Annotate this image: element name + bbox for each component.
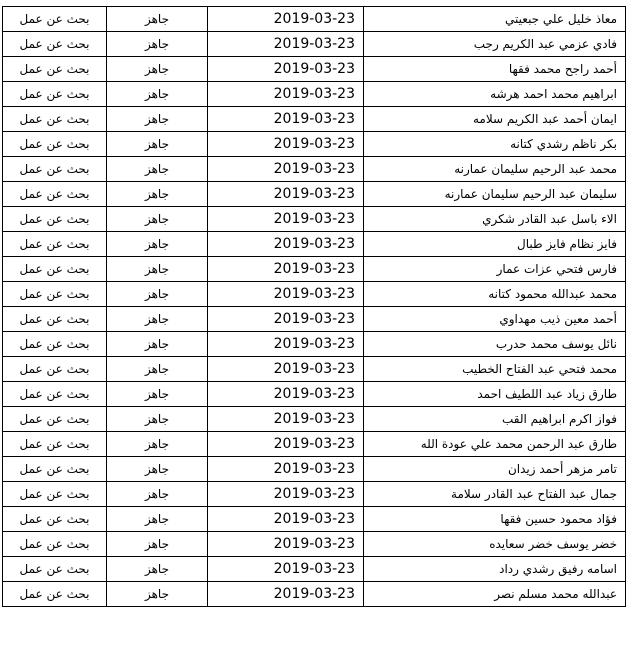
name-cell-text: فايز نظام فايز طبال bbox=[517, 237, 617, 251]
status-cell-text: بحث عن عمل bbox=[19, 512, 90, 526]
status-cell-text: بحث عن عمل bbox=[19, 362, 90, 376]
status-cell bbox=[3, 382, 107, 407]
date-cell-text: 2019-03-23 bbox=[273, 286, 355, 302]
status-cell bbox=[3, 357, 107, 382]
name-cell bbox=[364, 357, 626, 382]
table-row bbox=[3, 7, 626, 32]
date-cell-text: 2019-03-23 bbox=[273, 486, 355, 502]
name-cell-text: فؤاد محمود حسين فقها bbox=[500, 512, 617, 526]
table-row bbox=[3, 32, 626, 57]
state-cell bbox=[107, 132, 208, 157]
name-cell bbox=[364, 182, 626, 207]
status-cell bbox=[3, 457, 107, 482]
table-row bbox=[3, 57, 626, 82]
date-cell bbox=[208, 507, 364, 532]
status-cell-text: بحث عن عمل bbox=[19, 162, 90, 176]
status-cell bbox=[3, 132, 107, 157]
status-cell-text: بحث عن عمل bbox=[19, 337, 90, 351]
name-cell bbox=[364, 307, 626, 332]
state-cell bbox=[107, 582, 208, 607]
name-cell-text: طارق زياد عبد اللطيف احمد bbox=[477, 387, 617, 401]
date-cell-text: 2019-03-23 bbox=[273, 511, 355, 527]
date-cell bbox=[208, 432, 364, 457]
date-cell-text: 2019-03-23 bbox=[273, 311, 355, 327]
status-cell-text: بحث عن عمل bbox=[19, 187, 90, 201]
status-cell bbox=[3, 232, 107, 257]
table-row bbox=[3, 307, 626, 332]
records-table-body bbox=[3, 7, 626, 607]
status-cell-text: بحث عن عمل bbox=[19, 237, 90, 251]
date-cell-text: 2019-03-23 bbox=[273, 111, 355, 127]
table-row bbox=[3, 232, 626, 257]
date-cell bbox=[208, 232, 364, 257]
state-cell-text: جاهز bbox=[144, 562, 170, 576]
state-cell bbox=[107, 357, 208, 382]
status-cell bbox=[3, 582, 107, 607]
state-cell-text: جاهز bbox=[144, 462, 170, 476]
date-cell-text: 2019-03-23 bbox=[273, 61, 355, 77]
status-cell-text: بحث عن عمل bbox=[19, 87, 90, 101]
status-cell-text: بحث عن عمل bbox=[19, 487, 90, 501]
state-cell bbox=[107, 432, 208, 457]
date-cell bbox=[208, 182, 364, 207]
name-cell-text: عبدالله محمد مسلم نصر bbox=[494, 587, 617, 601]
name-cell-text: ايمان أحمد عبد الكريم سلامه bbox=[472, 112, 617, 126]
status-cell bbox=[3, 282, 107, 307]
status-cell-text: بحث عن عمل bbox=[19, 412, 90, 426]
name-cell-text: ابراهيم محمد احمد هرشه bbox=[490, 87, 617, 101]
name-cell bbox=[364, 132, 626, 157]
table-row bbox=[3, 332, 626, 357]
status-cell-text: بحث عن عمل bbox=[19, 562, 90, 576]
state-cell-text: جاهز bbox=[144, 337, 170, 351]
table-row bbox=[3, 107, 626, 132]
date-cell-text: 2019-03-23 bbox=[273, 186, 355, 202]
date-cell-text: 2019-03-23 bbox=[273, 561, 355, 577]
state-cell-text: جاهز bbox=[144, 237, 170, 251]
status-cell bbox=[3, 407, 107, 432]
date-cell bbox=[208, 457, 364, 482]
state-cell-text: جاهز bbox=[144, 312, 170, 326]
status-cell bbox=[3, 182, 107, 207]
table-row bbox=[3, 457, 626, 482]
status-cell bbox=[3, 257, 107, 282]
date-cell-text: 2019-03-23 bbox=[273, 261, 355, 277]
date-cell bbox=[208, 382, 364, 407]
date-cell bbox=[208, 357, 364, 382]
state-cell bbox=[107, 482, 208, 507]
date-cell-text: 2019-03-23 bbox=[273, 536, 355, 552]
status-cell bbox=[3, 432, 107, 457]
date-cell bbox=[208, 407, 364, 432]
date-cell-text: 2019-03-23 bbox=[273, 336, 355, 352]
status-cell bbox=[3, 307, 107, 332]
date-cell bbox=[208, 57, 364, 82]
date-cell bbox=[208, 257, 364, 282]
name-cell-text: تامر مزهر أحمد زيدان bbox=[507, 462, 617, 476]
status-cell bbox=[3, 7, 107, 32]
name-cell bbox=[364, 457, 626, 482]
state-cell-text: جاهز bbox=[144, 287, 170, 301]
state-cell bbox=[107, 82, 208, 107]
state-cell-text: جاهز bbox=[144, 187, 170, 201]
state-cell-text: جاهز bbox=[144, 87, 170, 101]
name-cell-text: بكر ناظم رشدي كتانه bbox=[510, 137, 617, 151]
name-cell bbox=[364, 557, 626, 582]
status-cell-text: بحث عن عمل bbox=[19, 437, 90, 451]
date-cell bbox=[208, 582, 364, 607]
name-cell bbox=[364, 432, 626, 457]
name-cell-text: طارق عبد الرحمن محمد علي عودة الله bbox=[420, 437, 617, 451]
state-cell-text: جاهز bbox=[144, 137, 170, 151]
state-cell-text: جاهز bbox=[144, 512, 170, 526]
date-cell bbox=[208, 482, 364, 507]
state-cell-text: جاهز bbox=[144, 212, 170, 226]
name-cell bbox=[364, 207, 626, 232]
state-cell-text: جاهز bbox=[144, 587, 170, 601]
state-cell-text: جاهز bbox=[144, 362, 170, 376]
date-cell bbox=[208, 82, 364, 107]
date-cell bbox=[208, 7, 364, 32]
date-cell bbox=[208, 157, 364, 182]
name-cell bbox=[364, 482, 626, 507]
date-cell-text: 2019-03-23 bbox=[273, 211, 355, 227]
state-cell bbox=[107, 507, 208, 532]
date-cell bbox=[208, 282, 364, 307]
state-cell-text: جاهز bbox=[144, 37, 170, 51]
name-cell bbox=[364, 282, 626, 307]
name-cell bbox=[364, 582, 626, 607]
table-row bbox=[3, 357, 626, 382]
name-cell-text: فواز اكرم ابراهيم القب bbox=[501, 412, 617, 426]
date-cell bbox=[208, 307, 364, 332]
name-cell-text: محمد فتحي عبد الفتاح الخطيب bbox=[462, 362, 617, 376]
records-table bbox=[2, 6, 626, 607]
date-cell-text: 2019-03-23 bbox=[273, 461, 355, 477]
status-cell bbox=[3, 32, 107, 57]
state-cell-text: جاهز bbox=[144, 112, 170, 126]
name-cell bbox=[364, 82, 626, 107]
date-cell-text: 2019-03-23 bbox=[273, 161, 355, 177]
date-cell-text: 2019-03-23 bbox=[273, 586, 355, 602]
name-cell-text: سليمان عبد الرحيم سليمان عمارنه bbox=[444, 187, 617, 201]
state-cell-text: جاهز bbox=[144, 412, 170, 426]
table-row bbox=[3, 282, 626, 307]
status-cell bbox=[3, 482, 107, 507]
state-cell-text: جاهز bbox=[144, 12, 170, 26]
name-cell-text: محمد عبد الرحيم سليمان عمارنه bbox=[454, 162, 617, 176]
state-cell bbox=[107, 282, 208, 307]
state-cell-text: جاهز bbox=[144, 437, 170, 451]
status-cell-text: بحث عن عمل bbox=[19, 12, 90, 26]
table-row bbox=[3, 82, 626, 107]
table-row bbox=[3, 582, 626, 607]
state-cell-text: جاهز bbox=[144, 537, 170, 551]
state-cell bbox=[107, 557, 208, 582]
name-cell bbox=[364, 232, 626, 257]
status-cell bbox=[3, 107, 107, 132]
date-cell bbox=[208, 207, 364, 232]
state-cell bbox=[107, 232, 208, 257]
status-cell bbox=[3, 557, 107, 582]
state-cell bbox=[107, 57, 208, 82]
name-cell bbox=[364, 407, 626, 432]
state-cell bbox=[107, 532, 208, 557]
status-cell bbox=[3, 157, 107, 182]
name-cell-text: معاذ خليل علي جبعيتي bbox=[505, 12, 617, 26]
status-cell-text: بحث عن عمل bbox=[19, 537, 90, 551]
name-cell-text: الاء باسل عبد القادر شكري bbox=[482, 212, 617, 226]
name-cell bbox=[364, 507, 626, 532]
state-cell bbox=[107, 307, 208, 332]
state-cell bbox=[107, 157, 208, 182]
name-cell bbox=[364, 107, 626, 132]
name-cell bbox=[364, 7, 626, 32]
status-cell bbox=[3, 207, 107, 232]
date-cell bbox=[208, 532, 364, 557]
date-cell-text: 2019-03-23 bbox=[273, 36, 355, 52]
name-cell-text: جمال عبد الفتاح عبد القادر سلامة bbox=[451, 487, 617, 501]
state-cell bbox=[107, 332, 208, 357]
table-row bbox=[3, 482, 626, 507]
name-cell-text: أحمد معين ذيب مهداوي bbox=[499, 312, 617, 326]
state-cell bbox=[107, 32, 208, 57]
name-cell-text: فارس فتحي عزات عمار bbox=[496, 262, 617, 276]
status-cell-text: بحث عن عمل bbox=[19, 37, 90, 51]
date-cell bbox=[208, 557, 364, 582]
table-row bbox=[3, 157, 626, 182]
state-cell-text: جاهز bbox=[144, 262, 170, 276]
state-cell bbox=[107, 7, 208, 32]
name-cell bbox=[364, 157, 626, 182]
state-cell bbox=[107, 207, 208, 232]
name-cell bbox=[364, 57, 626, 82]
date-cell-text: 2019-03-23 bbox=[273, 236, 355, 252]
date-cell-text: 2019-03-23 bbox=[273, 411, 355, 427]
status-cell-text: بحث عن عمل bbox=[19, 287, 90, 301]
name-cell bbox=[364, 32, 626, 57]
state-cell bbox=[107, 182, 208, 207]
date-cell-text: 2019-03-23 bbox=[273, 11, 355, 27]
name-cell bbox=[364, 332, 626, 357]
state-cell-text: جاهز bbox=[144, 487, 170, 501]
name-cell-text: اسامه رفيق رشدي رداد bbox=[499, 562, 617, 576]
name-cell-text: محمد عبدالله محمود كتانه bbox=[488, 287, 617, 301]
name-cell-text: فادي عزمي عبد الكريم رجب bbox=[473, 37, 617, 51]
status-cell-text: بحث عن عمل bbox=[19, 312, 90, 326]
table-row bbox=[3, 132, 626, 157]
state-cell bbox=[107, 407, 208, 432]
status-cell-text: بحث عن عمل bbox=[19, 212, 90, 226]
status-cell bbox=[3, 82, 107, 107]
date-cell-text: 2019-03-23 bbox=[273, 361, 355, 377]
date-cell bbox=[208, 107, 364, 132]
table-row bbox=[3, 432, 626, 457]
date-cell-text: 2019-03-23 bbox=[273, 86, 355, 102]
status-cell bbox=[3, 507, 107, 532]
table-row bbox=[3, 182, 626, 207]
status-cell-text: بحث عن عمل bbox=[19, 462, 90, 476]
state-cell bbox=[107, 257, 208, 282]
name-cell bbox=[364, 532, 626, 557]
name-cell bbox=[364, 382, 626, 407]
status-cell-text: بحث عن عمل bbox=[19, 137, 90, 151]
name-cell-text: نائل يوسف محمد حدرب bbox=[495, 337, 617, 351]
date-cell-text: 2019-03-23 bbox=[273, 436, 355, 452]
status-cell-text: بحث عن عمل bbox=[19, 62, 90, 76]
status-cell-text: بحث عن عمل bbox=[19, 112, 90, 126]
date-cell-text: 2019-03-23 bbox=[273, 136, 355, 152]
table-row bbox=[3, 207, 626, 232]
table-row bbox=[3, 532, 626, 557]
status-cell-text: بحث عن عمل bbox=[19, 587, 90, 601]
table-row bbox=[3, 557, 626, 582]
table-row bbox=[3, 407, 626, 432]
table-row bbox=[3, 507, 626, 532]
name-cell-text: خضر يوسف خضر سعايده bbox=[489, 537, 617, 551]
state-cell-text: جاهز bbox=[144, 162, 170, 176]
status-cell bbox=[3, 532, 107, 557]
name-cell-text: أحمد راجح محمد فقها bbox=[508, 62, 617, 76]
date-cell bbox=[208, 132, 364, 157]
table-row bbox=[3, 257, 626, 282]
state-cell-text: جاهز bbox=[144, 387, 170, 401]
state-cell bbox=[107, 382, 208, 407]
name-cell bbox=[364, 257, 626, 282]
state-cell-text: جاهز bbox=[144, 62, 170, 76]
date-cell bbox=[208, 32, 364, 57]
state-cell bbox=[107, 457, 208, 482]
status-cell-text: بحث عن عمل bbox=[19, 387, 90, 401]
status-cell bbox=[3, 332, 107, 357]
date-cell-text: 2019-03-23 bbox=[273, 386, 355, 402]
state-cell bbox=[107, 107, 208, 132]
table-row bbox=[3, 382, 626, 407]
status-cell-text: بحث عن عمل bbox=[19, 262, 90, 276]
status-cell bbox=[3, 57, 107, 82]
date-cell bbox=[208, 332, 364, 357]
